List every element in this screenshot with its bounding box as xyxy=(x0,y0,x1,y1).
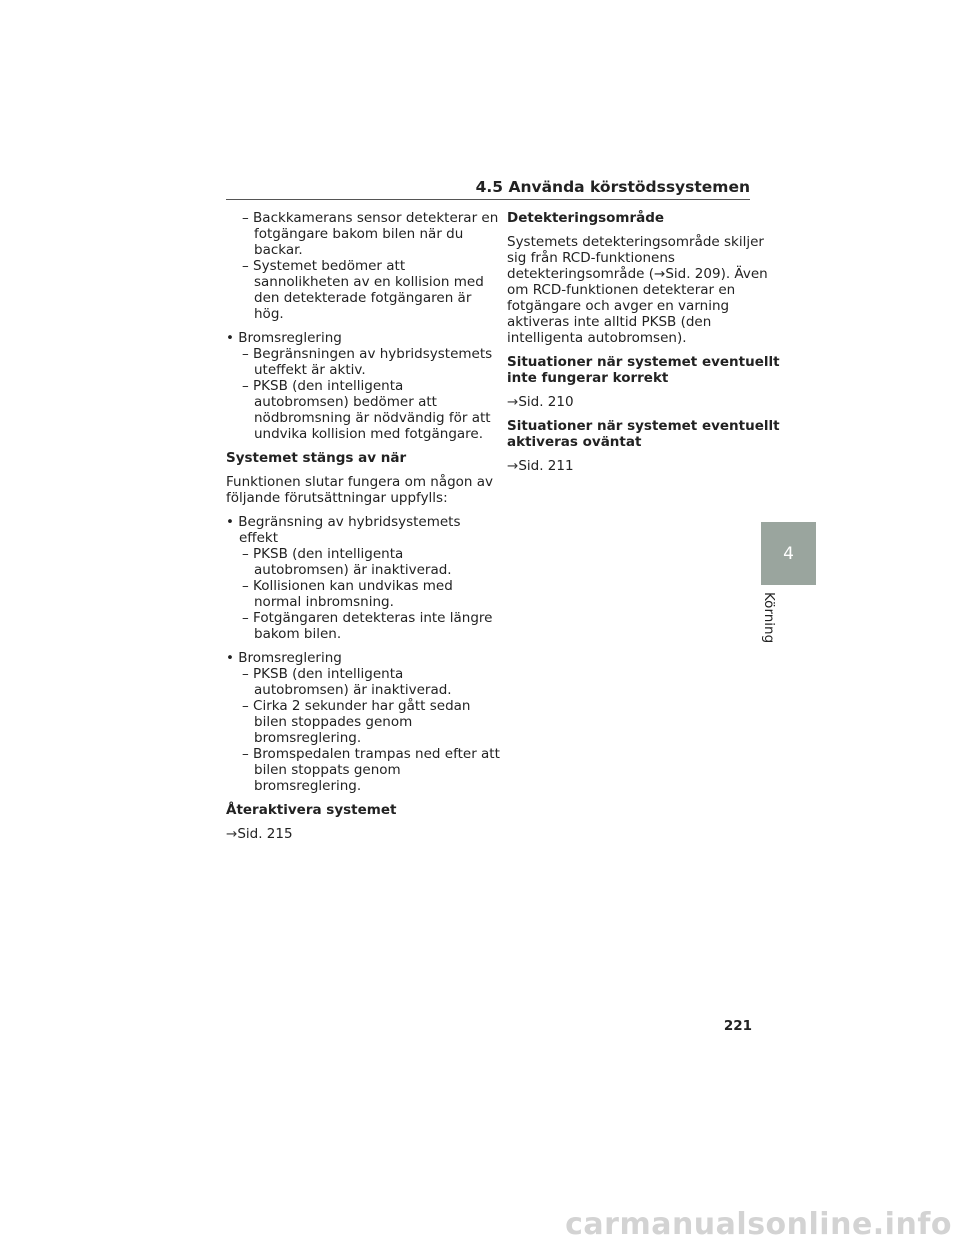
heading-system-off: Systemet stängs av när xyxy=(226,450,407,466)
arrow-icon: → xyxy=(507,394,519,410)
list-line: backar. xyxy=(254,242,303,258)
list-line: – Cirka 2 sekunder har gått sedan xyxy=(242,698,471,714)
list-line: bromsreglering. xyxy=(254,730,362,746)
heading-line: Situationer när systemet eventuellt xyxy=(507,418,780,434)
page-reference[interactable] xyxy=(507,458,752,474)
arrow-icon: → xyxy=(226,826,238,842)
reference-text: Sid. 211 xyxy=(518,458,574,474)
left-column xyxy=(226,210,500,842)
chapter-label-text: Körning xyxy=(761,592,777,644)
list-line: – PKSB (den intelligenta xyxy=(242,378,404,394)
list-line: – PKSB (den intelligenta xyxy=(242,666,404,682)
heading-detection-area: Detekteringsområde xyxy=(507,210,665,226)
reference-text: Sid. 210 xyxy=(518,394,574,410)
list-line: bakom bilen. xyxy=(254,626,342,642)
intro-paragraph xyxy=(226,474,494,506)
section-title: 4.5 Använda körstödssystemen xyxy=(475,178,750,196)
list-line: bilen stoppats genom xyxy=(254,762,401,778)
text-line: detekteringsområde (→Sid. 209). Även xyxy=(507,266,768,282)
watermark: carmanualsonline.info xyxy=(565,1207,952,1242)
list-line: – Kollisionen kan undvikas med xyxy=(242,578,453,594)
list-line: undvika kollision med fotgängare. xyxy=(254,426,484,442)
list-line: autobromsen) bedömer att xyxy=(254,394,437,410)
list-line: – PKSB (den intelligenta xyxy=(242,546,404,562)
text-line: Systemets detekteringsområde skiljer xyxy=(507,234,764,250)
page-number: 221 xyxy=(723,1018,752,1034)
text-line: fotgängare och avger en varning xyxy=(507,298,730,314)
text-line: om RCD-funktionen detekterar en xyxy=(507,282,736,298)
detection-paragraph xyxy=(507,234,768,346)
list-line: • Bromsreglering xyxy=(226,330,342,346)
heading-unexpected xyxy=(507,418,780,450)
list-line: nödbromsning är nödvändig för att xyxy=(254,410,491,426)
list-line: den detekterade fotgängaren är xyxy=(254,290,472,306)
list-block-b xyxy=(226,514,500,794)
heading-not-working xyxy=(507,354,780,386)
list-line: hög. xyxy=(254,306,284,322)
list-block-a xyxy=(226,210,499,442)
heading-reactivate: Återaktivera systemet xyxy=(226,802,397,818)
list-line: autobromsen) är inaktiverad. xyxy=(254,682,452,698)
list-line: autobromsen) är inaktiverad. xyxy=(254,562,452,578)
chapter-label xyxy=(759,592,789,652)
list-line: fotgängare bakom bilen när du xyxy=(254,226,464,242)
text-line: följande förutsättningar uppfylls: xyxy=(226,490,448,506)
list-line: – Backkamerans sensor detekterar en xyxy=(242,210,499,226)
chapter-number: 4 xyxy=(783,543,794,564)
page-reference[interactable] xyxy=(226,826,476,842)
chapter-tab[interactable] xyxy=(761,522,816,585)
text-line: sig från RCD-funktionens xyxy=(507,250,675,266)
list-line: – Bromspedalen trampas ned efter att xyxy=(242,746,500,762)
text-line: intelligenta autobromsen). xyxy=(507,330,687,346)
list-line: effekt xyxy=(239,530,279,546)
list-line: • Begränsning av hybridsystemets xyxy=(226,514,461,530)
heading-line: inte fungerar korrekt xyxy=(507,370,669,386)
list-line: • Bromsreglering xyxy=(226,650,342,666)
list-line: uteffekt är aktiv. xyxy=(254,362,366,378)
page-reference[interactable] xyxy=(507,394,752,410)
right-column xyxy=(507,210,780,474)
list-line: bilen stoppades genom xyxy=(254,714,413,730)
heading-line: Situationer när systemet eventuellt xyxy=(507,354,780,370)
list-line: sannolikheten av en kollision med xyxy=(254,274,484,290)
text-line: aktiveras inte alltid PKSB (den xyxy=(507,314,712,330)
reference-text: Sid. 215 xyxy=(237,826,293,842)
text-line: Funktionen slutar fungera om någon av xyxy=(226,474,494,490)
list-line: – Begränsningen av hybridsystemets xyxy=(242,346,493,362)
header-rule xyxy=(226,199,750,200)
list-line: – Fotgängaren detekteras inte längre xyxy=(242,610,493,626)
list-line: normal inbromsning. xyxy=(254,594,394,610)
list-line: bromsreglering. xyxy=(254,778,362,794)
arrow-icon: → xyxy=(507,458,519,474)
list-line: – Systemet bedömer att xyxy=(242,258,406,274)
heading-line: aktiveras oväntat xyxy=(507,434,642,450)
